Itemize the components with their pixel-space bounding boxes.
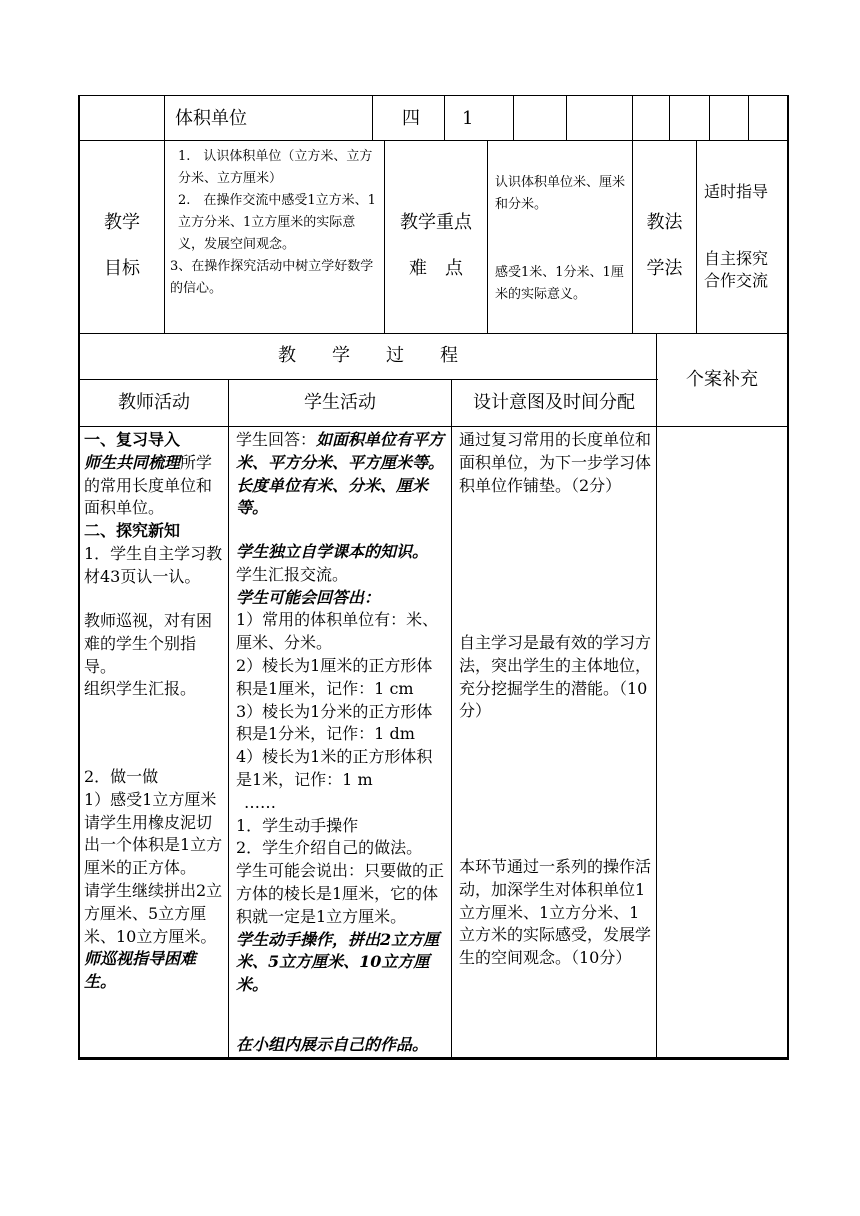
student-report: 学生汇报交流。 [236,564,349,584]
goal-v1 [164,140,165,334]
student-maybe: 学生可能会回答出： [236,587,381,607]
student-a1: 1）常用的体积单位有：米、厘米、分米。 [236,610,439,653]
teaching-method: 适时指导 [704,182,769,201]
goals-label-line2: 目标 [104,258,140,279]
design-1: 通过复习常用的长度单位和面积单位，为下一步学习体积单位作铺垫。（2分） [459,430,652,495]
student-a2: 2）棱长为1厘米的正方形体积是1厘米，记作：1 cm [236,655,433,698]
proc-v-teacher [228,379,229,1059]
teacher-report: 组织学生汇报。 [84,679,197,699]
border-bottom [78,1057,789,1060]
goals-label-line1: 教学 [104,212,140,233]
border-right [787,95,789,1060]
review-rest: 所学的常用长度单位和面积单位。 [84,452,213,518]
method-label-line2: 学法 [646,258,683,279]
row-line-2 [78,333,789,334]
row-line-4 [78,426,789,427]
difficult-point: 感受1米、1分米、1厘米的实际意义。 [495,265,624,302]
student-op1: 1．学生动手操作 [236,815,359,835]
review-text [84,452,224,520]
proc-v-supplement [656,333,657,1059]
teacher-column [84,429,224,589]
teacher-feel: 1）感受1立方厘米 [84,789,217,809]
grade-value: 四 [402,108,420,129]
explore-heading: 二、探究新知 [84,521,181,541]
teacher-guide: 师巡视指导困难生。 [84,949,197,992]
method-label [633,200,696,292]
student-say: 学生可能会说出：只要做的正方体的棱长是1厘米，它的体积就一定是1立方厘米。 [236,861,445,926]
col-header-design: 设计意图及时间分配 [473,392,635,413]
review-lead: 师生共同梳理 [84,452,181,472]
student-ellipsis: …… [244,792,276,812]
student-column-2 [236,541,447,997]
review-heading: 一、复习导入 [84,430,181,449]
process-title: 教 学 过 程 [278,345,458,366]
hdr-v6 [632,95,633,141]
hdr-v4 [513,95,514,141]
hdr-v5 [566,95,567,141]
proc-v-student [451,379,452,1059]
key-difficult-label [385,200,487,292]
goal-item-3-text: 3、在操作探究活动中树立学好数学的信心。 [170,259,374,296]
student-a3: 3）棱长为1分米的正方形体积是1分米，记作：1 dm [236,701,433,744]
hdr-v3 [444,95,445,141]
student-make: 学生动手操作，拼出2立方厘米、5立方厘米、10立方厘米。 [236,929,440,995]
teacher-cut: 请学生用橡皮泥切出一个体积是1立方厘米的正方体。 [84,812,223,878]
teacher-patrol: 教师巡视，对有困难的学生个别指导。 [84,611,213,676]
border-top [78,95,789,96]
goal-item-1-text: 1. 认识体积单位（立方米、立方分米、立方厘米） [178,149,373,186]
design-3: 本环节通过一系列的操作活动，加深学生对体积单位1立方厘米、1立方分米、1立方米的实际感受，发展学生的空间观念。（10分） [459,857,652,968]
design-2: 自主学习是最有效的学习方法，突出学生的主体地位，充分挖掘学生的潜能。（10分） [459,633,652,721]
student-op2: 2．学生介绍自己的做法。 [236,838,423,858]
key-label-line1: 教学重点 [400,212,472,233]
hdr-v8 [709,95,710,141]
goal-item-2-text: 2. 在操作交流中感受1立方米、1立方分米、1立方厘米的实际意义，发展空间观念。 [178,193,376,252]
hdr-v7 [669,95,670,141]
teacher-column-3 [84,766,224,994]
student-answer [236,429,447,520]
key-point: 认识体积单位米、厘米和分米。 [495,175,626,212]
key-label-line2: 难 点 [409,258,463,279]
hdr-v2 [372,95,373,141]
student-answer-lead: 学生回答： [236,430,317,449]
method-label-line1: 教法 [646,212,683,233]
col-header-teacher: 教师活动 [118,392,190,413]
student-column-3 [236,1034,447,1057]
teacher-continue: 请学生继续拼出2立方厘米、5立方厘米、10立方厘米。 [84,880,223,946]
teacher-step1: 1．学生自主学习教材43页认一认。 [84,543,223,586]
supplement-label: 个案补充 [686,369,758,390]
student-a4: 4）棱长为1米的正方形体积是1米，记作：1 m [236,747,433,789]
student-self-study: 学生独立自学课本的知识。 [236,542,429,561]
student-answer-bold: 如面积单位有平方米、平方分米、平方厘米等。长度单位有米、分米、厘米等。 [236,430,445,518]
goal-item-1 [170,146,380,190]
learning-method: 自主探究合作交流 [704,249,769,290]
hdr-v9 [748,95,749,141]
goal-v5 [696,140,697,334]
goals-label [80,200,164,292]
student-show: 在小组内展示自己的作品。 [236,1035,429,1054]
goal-v3 [487,140,488,334]
row-line-3 [78,379,658,380]
goal-item-2 [170,190,380,256]
hdr-v1 [164,95,165,141]
teacher-column-2 [84,610,224,701]
lesson-number: 1 [462,108,474,129]
unit-name: 体积单位 [175,108,247,129]
row-line-1 [78,140,789,141]
teacher-step2: 2．做一做 [84,767,159,786]
col-header-student: 学生活动 [304,392,376,413]
student-column [236,429,447,520]
goals-list [170,146,380,300]
goal-item-3 [170,256,380,300]
